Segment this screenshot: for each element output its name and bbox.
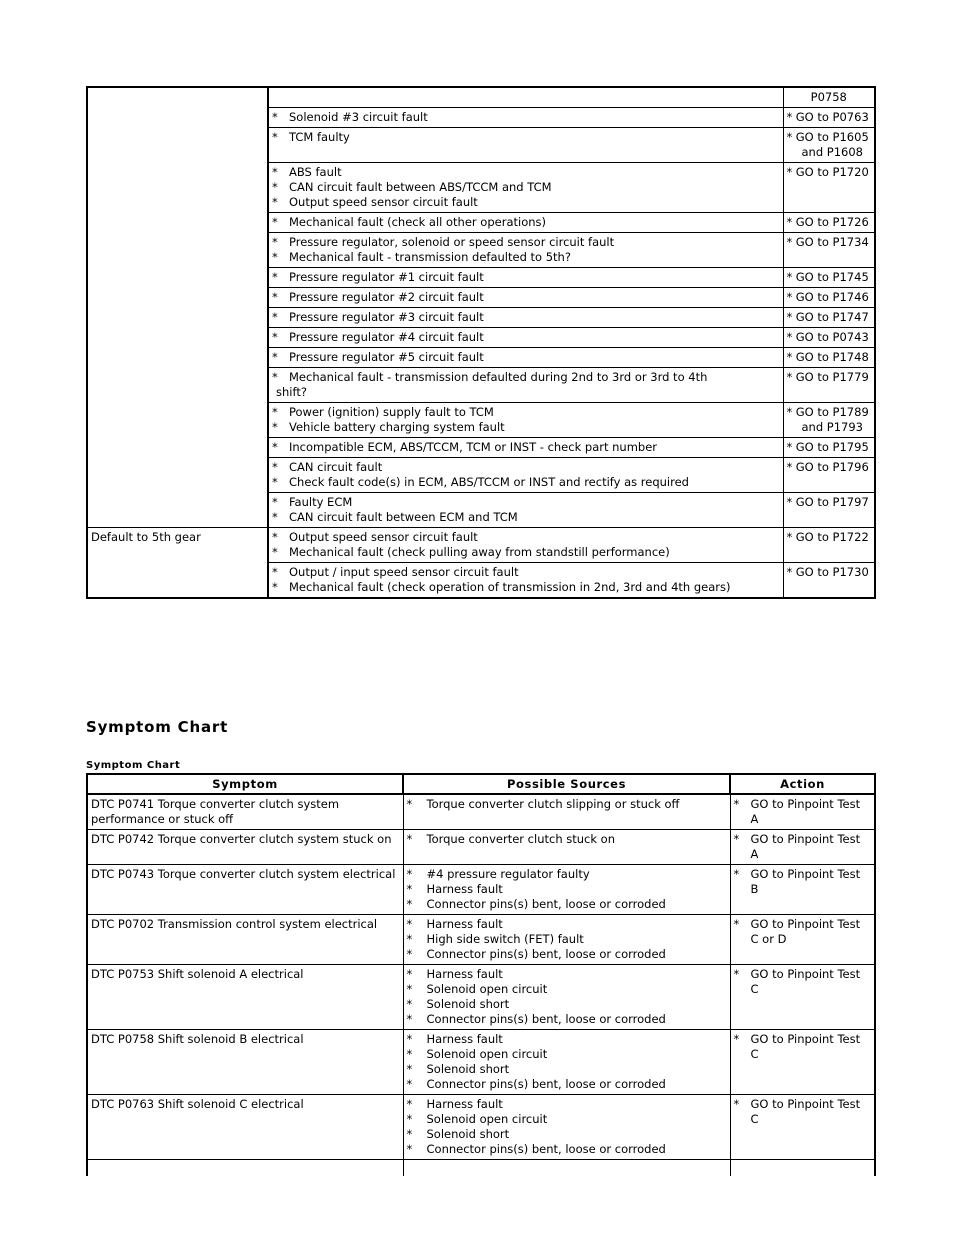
bullet-star: * <box>406 917 413 931</box>
fault-action <box>783 163 875 213</box>
bullet-star: * <box>406 997 413 1011</box>
cause-item <box>272 235 780 250</box>
fault-causes <box>268 128 783 163</box>
action-text: GO to Pinpoint Test C or D <box>750 917 861 946</box>
fault-action <box>783 368 875 403</box>
sources-cell <box>403 915 730 965</box>
cause-text: Solenoid #3 circuit fault <box>289 110 428 124</box>
source-item <box>407 932 727 947</box>
fault-action <box>783 328 875 348</box>
action-text: GO to Pinpoint Test C <box>750 967 861 996</box>
bullet-star: * <box>733 1097 740 1111</box>
bullet-star: * <box>786 460 793 474</box>
cause-text: Output speed sensor circuit fault <box>289 195 478 209</box>
bullet-star: * <box>406 1012 413 1026</box>
bullet-star: * <box>272 350 278 364</box>
source-text: Connector pins(s) bent, loose or corroded <box>426 1077 666 1091</box>
fault-row <box>87 458 875 493</box>
bullet-star: * <box>406 1032 413 1046</box>
action-text: GO to P1734 <box>795 235 869 249</box>
fault-causes <box>268 458 783 493</box>
fault-causes <box>268 368 783 403</box>
bullet-star: * <box>272 290 278 304</box>
bullet-star: * <box>406 1077 413 1091</box>
source-item <box>407 1032 727 1047</box>
fault-causes <box>268 268 783 288</box>
cause-item <box>272 270 780 285</box>
symptom-cell: DTC P0758 Shift solenoid B electrical <box>87 1030 403 1095</box>
cause-text: Output / input speed sensor circuit fault <box>289 565 519 579</box>
bullet-star: * <box>272 195 278 209</box>
cause-item <box>272 350 780 365</box>
fault-row <box>87 493 875 528</box>
bullet-star: * <box>272 235 278 249</box>
bullet-star: * <box>272 580 278 594</box>
action-cell <box>730 965 875 1030</box>
cause-item <box>272 330 780 345</box>
sources-cell <box>403 830 730 865</box>
bullet-star: * <box>272 270 278 284</box>
bullet-star: * <box>786 270 793 284</box>
fault-row <box>87 528 875 563</box>
source-text: Connector pins(s) bent, loose or corroded <box>426 897 666 911</box>
fault-row <box>87 163 875 213</box>
cause-text: TCM faulty <box>289 130 350 144</box>
source-text: Connector pins(s) bent, loose or corroded <box>426 1012 666 1026</box>
cause-item <box>272 545 780 560</box>
source-item <box>407 897 727 912</box>
fault-row <box>87 328 875 348</box>
fault-row <box>87 233 875 268</box>
source-item <box>407 1047 727 1062</box>
fault-condition <box>87 108 268 128</box>
source-text: #4 pressure regulator faulty <box>426 867 590 881</box>
cause-text: Pressure regulator #1 circuit fault <box>289 270 484 284</box>
cause-text: Faulty ECM <box>289 495 353 509</box>
source-text: Solenoid short <box>426 1062 510 1076</box>
bullet-star: * <box>272 370 278 384</box>
fault-condition <box>87 368 268 403</box>
bullet-star: * <box>406 947 413 961</box>
cause-text: CAN circuit fault between ECM and TCM <box>289 510 518 524</box>
bullet-star: * <box>786 440 793 454</box>
fault-condition <box>87 438 268 458</box>
fault-row <box>87 308 875 328</box>
bullet-star: * <box>786 350 793 364</box>
bullet-star: * <box>733 832 740 846</box>
fault-condition <box>87 493 268 528</box>
source-item <box>407 832 727 847</box>
action-cell <box>730 1095 875 1160</box>
fault-action <box>783 108 875 128</box>
fault-condition <box>87 213 268 233</box>
action-text: GO to Pinpoint Test C <box>750 1032 861 1061</box>
fault-condition <box>87 563 268 599</box>
cause-text: ABS fault <box>289 165 342 179</box>
cause-text: Mechanical fault - transmission defaulted to 5th? <box>289 250 571 264</box>
action-text: GO to P1730 <box>795 565 869 579</box>
fault-action <box>783 268 875 288</box>
symptom-row <box>87 1095 875 1160</box>
fault-causes <box>268 403 783 438</box>
fault-table <box>86 86 876 599</box>
cause-item <box>272 440 780 455</box>
source-item <box>407 1097 727 1112</box>
fault-causes <box>268 493 783 528</box>
source-text: Connector pins(s) bent, loose or corroded <box>426 1142 666 1156</box>
bullet-star: * <box>406 897 413 911</box>
source-text: Connector pins(s) bent, loose or corroded <box>426 947 666 961</box>
action-text: GO to P1726 <box>795 215 869 229</box>
source-item <box>407 997 727 1012</box>
fault-row <box>87 438 875 458</box>
fault-causes <box>268 308 783 328</box>
cause-item <box>272 530 780 545</box>
action-cell <box>730 915 875 965</box>
sources-cell <box>403 965 730 1030</box>
source-item <box>407 967 727 982</box>
fault-condition <box>87 268 268 288</box>
bullet-star: * <box>272 165 278 179</box>
action-cell <box>730 830 875 865</box>
cause-item <box>272 195 780 210</box>
action-text: GO to Pinpoint Test A <box>750 832 861 861</box>
bullet-star: * <box>406 932 413 946</box>
source-item <box>407 1127 727 1142</box>
action-text: GO to P1605 and P1608 <box>795 130 869 159</box>
cause-text: Pressure regulator #5 circuit fault <box>289 350 484 364</box>
bullet-star: * <box>786 495 793 509</box>
fault-condition <box>87 87 268 108</box>
source-text: Torque converter clutch stuck on <box>426 832 616 846</box>
action-text: GO to P1797 <box>795 495 869 509</box>
bullet-star: * <box>786 110 793 124</box>
action-cell <box>730 865 875 915</box>
cause-item <box>272 580 780 595</box>
fault-condition <box>87 128 268 163</box>
fault-causes <box>268 163 783 213</box>
cause-item <box>272 495 780 510</box>
bullet-star: * <box>786 130 793 144</box>
source-text: Harness fault <box>426 1097 503 1111</box>
fault-condition <box>87 403 268 438</box>
bullet-star: * <box>272 250 278 264</box>
action-text: GO to P1747 <box>795 310 869 324</box>
bullet-star: * <box>786 565 793 579</box>
action-text: GO to P1745 <box>795 270 869 284</box>
cause-text: Mechanical fault (check all other operations) <box>289 215 546 229</box>
bullet-star: * <box>733 1032 740 1046</box>
fault-row <box>87 128 875 163</box>
fault-row <box>87 213 875 233</box>
cause-text: CAN circuit fault <box>289 460 383 474</box>
source-item <box>407 1142 727 1157</box>
bullet-star: * <box>272 475 278 489</box>
bullet-star: * <box>406 1142 413 1156</box>
fault-action <box>783 563 875 599</box>
cause-text: Pressure regulator #4 circuit fault <box>289 330 484 344</box>
action-text: GO to P0743 <box>795 330 869 344</box>
bullet-star: * <box>272 510 278 524</box>
fault-row <box>87 368 875 403</box>
symptom-row <box>87 965 875 1030</box>
cause-text: Pressure regulator #3 circuit fault <box>289 310 484 324</box>
source-item <box>407 917 727 932</box>
bullet-star: * <box>786 290 793 304</box>
bullet-star: * <box>786 165 793 179</box>
source-item <box>407 1112 727 1127</box>
fault-action <box>783 438 875 458</box>
cause-item <box>272 510 780 525</box>
symptom-row <box>87 865 875 915</box>
cause-item <box>272 180 780 195</box>
symptom-row <box>87 794 875 830</box>
bullet-star: * <box>406 1097 413 1111</box>
bullet-star: * <box>272 460 278 474</box>
fault-causes <box>268 213 783 233</box>
source-item <box>407 1077 727 1092</box>
bullet-star: * <box>272 130 278 144</box>
fault-action <box>783 458 875 493</box>
source-text: Harness fault <box>426 917 503 931</box>
symptom-cell: DTC P0741 Torque converter clutch system performance or stuck off <box>87 794 403 830</box>
fault-causes <box>268 108 783 128</box>
fault-condition <box>87 233 268 268</box>
action-text: GO to P1720 <box>795 165 869 179</box>
section-heading: Symptom Chart <box>86 718 229 736</box>
cause-text: Incompatible ECM, ABS/TCCM, TCM or INST - check part number <box>289 440 658 454</box>
bullet-star: * <box>406 832 413 846</box>
cause-item <box>272 290 780 305</box>
sources-cell <box>403 865 730 915</box>
source-text: Solenoid short <box>426 997 510 1011</box>
fault-action <box>783 128 875 163</box>
cause-text: CAN circuit fault between ABS/TCCM and TCM <box>289 180 552 194</box>
bullet-star: * <box>733 967 740 981</box>
fault-condition <box>87 308 268 328</box>
source-item <box>407 947 727 962</box>
source-text: Solenoid open circuit <box>426 1047 548 1061</box>
empty-cell <box>87 1160 403 1177</box>
source-text: Solenoid open circuit <box>426 1112 548 1126</box>
symptom-cell: DTC P0702 Transmission control system electrical <box>87 915 403 965</box>
source-item <box>407 882 727 897</box>
symptom-row <box>87 1030 875 1095</box>
fault-causes <box>268 288 783 308</box>
symptom-row <box>87 915 875 965</box>
symptom-cell: DTC P0753 Shift solenoid A electrical <box>87 965 403 1030</box>
bullet-star: * <box>272 565 278 579</box>
bullet-star: * <box>786 310 793 324</box>
source-item <box>407 1012 727 1027</box>
cause-item <box>272 460 780 475</box>
cause-text: Mechanical fault (check operation of transmission in 2nd, 3rd and 4th gears) <box>289 580 731 594</box>
bullet-star: * <box>272 310 278 324</box>
bullet-star: * <box>272 495 278 509</box>
empty-cell <box>403 1160 730 1177</box>
cause-text: Power (ignition) supply fault to TCM <box>289 405 494 419</box>
fault-causes <box>268 233 783 268</box>
fault-condition: Default to 5th gear <box>87 528 268 563</box>
bullet-star: * <box>272 420 278 434</box>
fault-condition <box>87 163 268 213</box>
source-text: High side switch (FET) fault <box>426 932 584 946</box>
cause-item <box>272 420 780 435</box>
cause-text-continued: shift? <box>276 385 307 399</box>
sources-cell <box>403 794 730 830</box>
fault-action <box>783 213 875 233</box>
fault-causes <box>268 348 783 368</box>
bullet-star: * <box>406 982 413 996</box>
fault-row <box>87 108 875 128</box>
cause-item <box>272 475 780 490</box>
bullet-star: * <box>733 797 740 811</box>
action-text: GO to P1779 <box>795 370 869 384</box>
fault-row <box>87 348 875 368</box>
cause-text: Check fault code(s) in ECM, ABS/TCCM or INST and rectify as required <box>289 475 689 489</box>
fault-row <box>87 268 875 288</box>
empty-cell <box>730 1160 875 1177</box>
symptom-cell: DTC P0742 Torque converter clutch system stuck on <box>87 830 403 865</box>
fault-causes <box>268 328 783 348</box>
fault-row <box>87 563 875 599</box>
cause-text: Mechanical fault - transmission defaulted during 2nd to 3rd or 3rd to 4th <box>289 370 708 384</box>
fault-action <box>783 403 875 438</box>
fault-row <box>87 403 875 438</box>
fault-action <box>783 288 875 308</box>
action-text: GO to Pinpoint Test B <box>750 867 861 896</box>
cause-text: Pressure regulator, solenoid or speed sensor circuit fault <box>289 235 615 249</box>
fault-action <box>783 528 875 563</box>
bullet-star: * <box>733 917 740 931</box>
bullet-star: * <box>406 1112 413 1126</box>
bullet-star: * <box>406 1062 413 1076</box>
action-cell <box>730 1030 875 1095</box>
bullet-star: * <box>406 1047 413 1061</box>
cause-item <box>272 310 780 325</box>
bullet-star: * <box>786 215 793 229</box>
fault-causes <box>268 563 783 599</box>
table-caption: Symptom Chart <box>86 760 181 771</box>
sources-cell <box>403 1095 730 1160</box>
cause-item <box>272 405 780 420</box>
source-item <box>407 797 727 812</box>
bullet-star: * <box>786 235 793 249</box>
header-symptom: Symptom <box>87 774 403 794</box>
bullet-star: * <box>406 882 413 896</box>
bullet-star: * <box>272 180 278 194</box>
bullet-star: * <box>406 967 413 981</box>
source-item <box>407 982 727 997</box>
fault-action <box>783 493 875 528</box>
source-text: Solenoid short <box>426 1127 510 1141</box>
action-text: GO to Pinpoint Test C <box>750 1097 861 1126</box>
symptom-row <box>87 830 875 865</box>
fault-condition <box>87 328 268 348</box>
sources-cell <box>403 1030 730 1095</box>
fault-causes <box>268 528 783 563</box>
bullet-star: * <box>272 110 278 124</box>
action-text: GO to P1746 <box>795 290 869 304</box>
cause-text: Mechanical fault (check pulling away from standstill performance) <box>289 545 670 559</box>
cause-text: Output speed sensor circuit fault <box>289 530 478 544</box>
bullet-star: * <box>272 215 278 229</box>
cause-item <box>272 165 780 180</box>
action-text: GO to P1796 <box>795 460 869 474</box>
source-text: Harness fault <box>426 967 503 981</box>
cause-item <box>272 215 780 230</box>
bullet-star: * <box>786 330 793 344</box>
fault-condition <box>87 458 268 493</box>
bullet-star: * <box>272 530 278 544</box>
symptom-cell: DTC P0763 Shift solenoid C electrical <box>87 1095 403 1160</box>
fault-condition <box>87 288 268 308</box>
action-text: GO to P1748 <box>795 350 869 364</box>
header-action: Action <box>730 774 875 794</box>
cause-item <box>272 565 780 580</box>
action-text: P0758 <box>810 90 847 104</box>
bullet-star: * <box>272 545 278 559</box>
action-text: GO to P1722 <box>795 530 869 544</box>
cause-text: Pressure regulator #2 circuit fault <box>289 290 484 304</box>
bullet-star: * <box>786 370 793 384</box>
bullet-star: * <box>786 405 793 419</box>
symptom-table <box>86 773 876 1176</box>
fault-causes <box>268 87 783 108</box>
fault-action <box>783 233 875 268</box>
cause-text: Vehicle battery charging system fault <box>289 420 505 434</box>
source-text: Torque converter clutch slipping or stuck off <box>426 797 680 811</box>
fault-causes <box>268 438 783 458</box>
bullet-star: * <box>272 405 278 419</box>
bullet-star: * <box>406 1127 413 1141</box>
fault-row <box>87 87 875 108</box>
header-possible-sources: Possible Sources <box>403 774 730 794</box>
fault-action <box>783 348 875 368</box>
bullet-star: * <box>272 440 278 454</box>
source-text: Solenoid open circuit <box>426 982 548 996</box>
action-text: GO to Pinpoint Test A <box>750 797 861 826</box>
cause-item <box>272 130 780 145</box>
source-item <box>407 1062 727 1077</box>
bullet-star: * <box>406 867 413 881</box>
bullet-star: * <box>733 867 740 881</box>
fault-row <box>87 288 875 308</box>
bullet-star: * <box>786 530 793 544</box>
symptom-cell: DTC P0743 Torque converter clutch system electrical <box>87 865 403 915</box>
bullet-star: * <box>406 797 413 811</box>
fault-condition <box>87 348 268 368</box>
action-text: GO to P0763 <box>795 110 869 124</box>
table-continuation <box>87 1160 875 1177</box>
action-cell <box>730 794 875 830</box>
source-item <box>407 867 727 882</box>
symptom-header-row <box>87 774 875 794</box>
action-text: GO to P1789 and P1793 <box>795 405 869 434</box>
fault-action <box>783 308 875 328</box>
cause-item <box>272 370 780 385</box>
fault-action <box>783 87 875 108</box>
cause-item <box>272 250 780 265</box>
bullet-star: * <box>272 330 278 344</box>
cause-item <box>272 110 780 125</box>
source-text: Harness fault <box>426 882 503 896</box>
source-text: Harness fault <box>426 1032 503 1046</box>
action-text: GO to P1795 <box>795 440 869 454</box>
